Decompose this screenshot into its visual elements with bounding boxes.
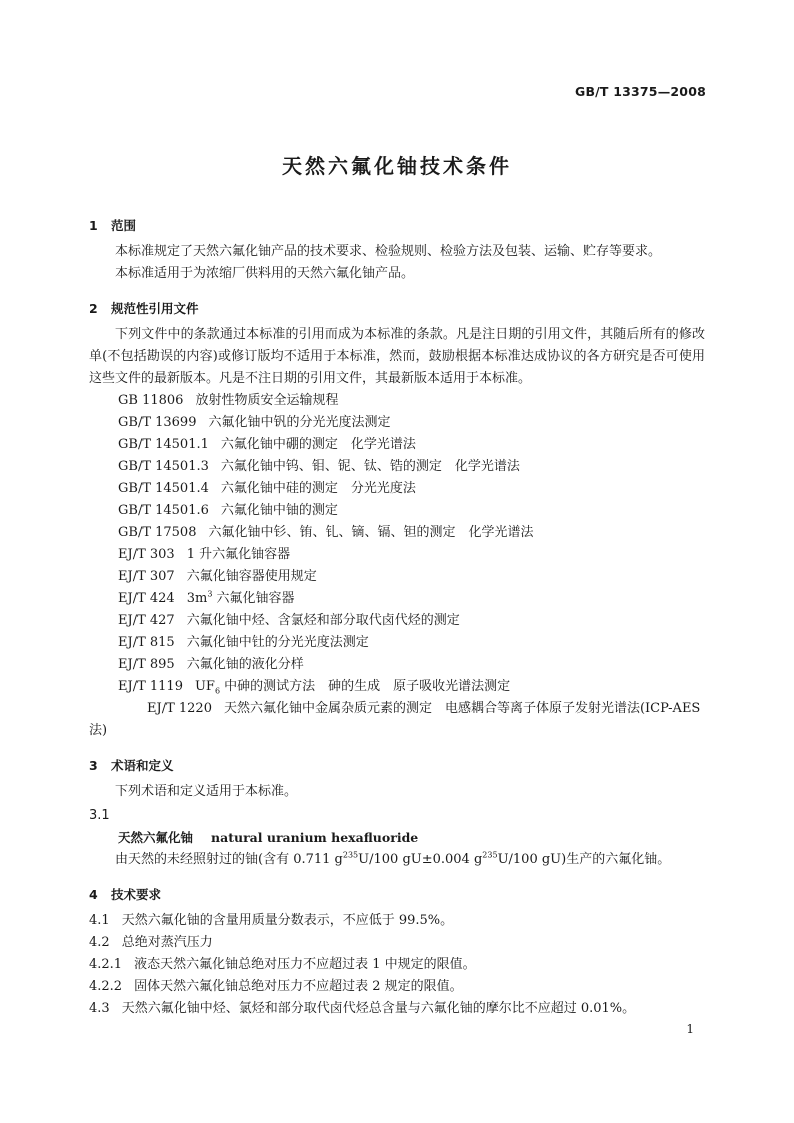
page-number: 1 bbox=[686, 1022, 694, 1036]
term-number: 3.1 bbox=[89, 808, 110, 823]
reference-item bbox=[89, 478, 705, 500]
section-number: 1 bbox=[89, 218, 98, 233]
requirement-item bbox=[89, 976, 705, 998]
paragraph: 本标准适用于为浓缩厂供料用的天然六氟化铀产品。 bbox=[115, 266, 415, 281]
reference-code: EJ/T 424 bbox=[118, 591, 175, 606]
clause-number: 4.2 bbox=[89, 935, 110, 950]
paragraph: 本标准规定了天然六氟化铀产品的技术要求、检验规则、检验方法及包装、运输、贮存等要求。 bbox=[115, 244, 662, 259]
clause-number: 4.2.2 bbox=[89, 979, 123, 994]
reference-item bbox=[89, 434, 705, 456]
reference-title: 六氟化铀中硅的测定 分光光度法 bbox=[220, 481, 416, 496]
reference-item bbox=[89, 588, 705, 610]
section-title: 范围 bbox=[111, 218, 137, 233]
section-title: 规范性引用文件 bbox=[111, 301, 199, 316]
reference-title: 六氟化铀的液化分样 bbox=[186, 657, 304, 672]
requirement-item bbox=[89, 998, 705, 1020]
section-heading-4 bbox=[89, 884, 705, 906]
clause-number: 4.3 bbox=[89, 1001, 110, 1016]
reference-code: GB/T 14501.3 bbox=[118, 459, 209, 474]
section-number: 4 bbox=[89, 887, 98, 902]
standard-number: GB/T 13375—2008 bbox=[574, 84, 706, 99]
section-number: 3 bbox=[89, 758, 98, 773]
term-english: natural uranium hexafluoride bbox=[211, 830, 419, 845]
document-body bbox=[89, 210, 705, 1020]
term-chinese: 天然六氟化铀 bbox=[118, 830, 194, 845]
reference-code: GB/T 14501.4 bbox=[118, 481, 209, 496]
reference-code: GB/T 13699 bbox=[118, 415, 197, 430]
reference-item bbox=[89, 390, 705, 412]
reference-code: EJ/T 1119 bbox=[118, 679, 183, 694]
reference-item bbox=[89, 412, 705, 434]
section-heading-1 bbox=[89, 215, 705, 237]
reference-item bbox=[89, 654, 705, 676]
term-entry bbox=[89, 827, 705, 849]
section-title: 术语和定义 bbox=[111, 758, 174, 773]
reference-title: 六氟化铀中硼的测定 化学光谱法 bbox=[220, 437, 416, 452]
reference-code: EJ/T 303 bbox=[118, 547, 175, 562]
reference-code: GB/T 14501.1 bbox=[118, 437, 209, 452]
reference-code: GB/T 14501.6 bbox=[118, 503, 209, 518]
reference-code: EJ/T 1220 bbox=[147, 701, 212, 716]
reference-item bbox=[89, 522, 705, 544]
reference-item bbox=[89, 566, 705, 588]
section-heading-2 bbox=[89, 298, 705, 320]
paragraph: 下列术语和定义适用于本标准。 bbox=[115, 784, 298, 799]
reference-title: 六氟化铀中铀的测定 bbox=[220, 503, 338, 518]
reference-code: EJ/T 815 bbox=[118, 635, 175, 650]
reference-code: EJ/T 307 bbox=[118, 569, 175, 584]
paragraph: 下列文件中的条款通过本标准的引用而成为本标准的条款。凡是注日期的引用文件，其随后所有的修改单(不包括勘误的内容)或修订版均不适用于本标准，然而，鼓励根据本标准达成协议的各方研究是否可使用这些文件的最新版本。凡是不注日期的引用文件，其最新版本适用于本标准。 bbox=[89, 327, 705, 386]
reference-code: GB 11806 bbox=[118, 393, 184, 408]
clause-text: 天然六氟化铀的含量用质量分数表示，不应低于 99.5%。 bbox=[121, 913, 454, 928]
clause-text: 天然六氟化铀中烃、氯烃和部分取代卤代烃总含量与六氟化铀的摩尔比不应超过 0.01%。 bbox=[121, 1001, 636, 1016]
reference-item bbox=[89, 544, 705, 566]
reference-code: EJ/T 895 bbox=[118, 657, 175, 672]
term-definition: 由天然的未经照射过的铀(含有 0.711 $g^{235}U/100$ gU±0.004 $g^{235}U/100$ gU)生产的六氟化铀。 bbox=[115, 850, 671, 867]
reference-title: 六氟化铀中钒的分光光度法测定 bbox=[208, 415, 391, 430]
reference-title: 天然六氟化铀中金属杂质元素的测定 电感耦合等离子体原子发射光谱法(ICP-AES 法) bbox=[89, 701, 701, 738]
reference-title: 六氟化铀容器使用规定 bbox=[186, 569, 317, 584]
requirement-item bbox=[89, 954, 705, 976]
reference-item bbox=[89, 632, 705, 654]
clause-text: 固体天然六氟化铀总绝对压力不应超过表 2 规定的限值。 bbox=[134, 979, 463, 994]
clause-number: 4.2.1 bbox=[89, 957, 123, 972]
requirement-item bbox=[89, 932, 705, 954]
reference-code: EJ/T 427 bbox=[118, 613, 175, 628]
reference-title: $3m^3$ 六氟化铀容器 bbox=[186, 589, 295, 606]
clause-number: 4.1 bbox=[89, 913, 110, 928]
reference-title: 六氟化铀中烃、含氯烃和部分取代卤代烃的测定 bbox=[186, 613, 460, 628]
clause-text: 总绝对蒸汽压力 bbox=[121, 935, 213, 950]
reference-title: 六氟化铀中钨、钼、铌、钛、锆的测定 化学光谱法 bbox=[220, 459, 520, 474]
reference-title: 1 升六氟化铀容器 bbox=[186, 547, 291, 562]
reference-title: 六氟化铀中钐、铕、钆、镝、镉、钽的测定 化学光谱法 bbox=[208, 525, 534, 540]
requirement-item bbox=[89, 910, 705, 932]
reference-item bbox=[89, 456, 705, 478]
reference-item bbox=[89, 610, 705, 632]
reference-item bbox=[89, 698, 705, 742]
reference-title: 放射性物质安全运输规程 bbox=[195, 393, 339, 408]
section-heading-3 bbox=[89, 755, 705, 777]
section-title: 技术要求 bbox=[111, 887, 162, 902]
reference-title: $UF_6$ 中砷的测试方法 砷的生成 原子吸收光谱法测定 bbox=[194, 679, 511, 696]
reference-item bbox=[89, 500, 705, 522]
reference-item bbox=[89, 676, 705, 698]
reference-title: 六氟化铀中钍的分光光度法测定 bbox=[186, 635, 369, 650]
reference-code: GB/T 17508 bbox=[118, 525, 197, 540]
document-title: 天然六氟化铀技术条件 bbox=[282, 154, 512, 178]
section-number: 2 bbox=[89, 301, 98, 316]
clause-text: 液态天然六氟化铀总绝对压力不应超过表 1 中规定的限值。 bbox=[134, 957, 476, 972]
